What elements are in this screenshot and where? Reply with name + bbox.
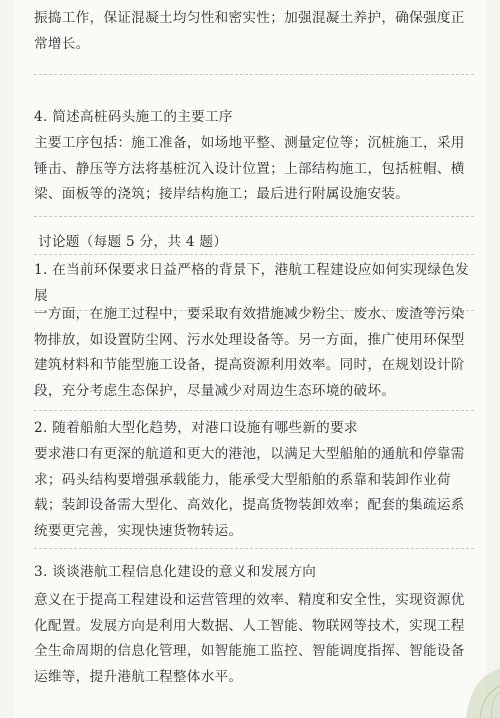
divider [34, 216, 474, 217]
paragraph-continuation: 振捣工作，保证混凝土均匀性和密实性；加强混凝土养护，确保强度正常增长。 [34, 10, 465, 52]
discussion-section-title: 讨论题（每题 5 分，共 4 题） [38, 234, 228, 250]
divider [34, 254, 474, 255]
divider [34, 548, 474, 549]
question-4-title: 4. 简述高桩码头施工的主要工序 [34, 109, 233, 125]
discussion-3-title: 3. 谈谈港航工程信息化建设的意义和发展方向 [34, 564, 317, 580]
discussion-2-title: 2. 随着船舶大型化趋势，对港口设施有哪些新的要求 [34, 420, 358, 436]
document-page [14, 0, 486, 718]
discussion-2-answer: 要求港口有更深的航道和更大的港池，以满足大型船舶的通航和停靠需求；码头结构要增强承载能力，能承受大型船舶的系靠和装卸作业荷载；装卸设备需大型化、高效化，提高货物装卸效率；配套的集疏运系统要更完善，实现快速货物转运。 [34, 446, 465, 539]
discussion-1-title: 1. 在当前环保要求日益严格的背景下，港航工程建设应如何实现绿色发展 [34, 262, 470, 304]
divider [34, 410, 474, 411]
discussion-3-answer: 意义在于提高工程建设和运营管理的效率、精度和安全性，实现资源优化配置。发展方向是利用大数据、人工智能、物联网等技术，实现工程全生命周期的信息化管理，如智能施工监控、智能调度指挥、智能设备运维等，提升港航工程整体水平。 [34, 592, 465, 685]
divider [34, 74, 474, 75]
question-4-answer: 主要工序包括：施工准备，如场地平整、测量定位等；沉桩施工，采用锤击、静压等方法将基桩沉入设计位置；上部结构施工，包括桩帽、横梁、面板等的浇筑；接岸结构施工；最后进行附属设施安装。 [34, 135, 465, 202]
discussion-1-answer: 一方面，在施工过程中，要采取有效措施减少粉尘、废水、废渣等污染物排放，如设置防尘网、污水处理设备等。另一方面，推广使用环保型建筑材料和节能型施工设备，提高资源利用效率。同时，在规划设计阶段，充分考虑生态保护，尽量减少对周边生态环境的破坏。 [34, 306, 465, 399]
